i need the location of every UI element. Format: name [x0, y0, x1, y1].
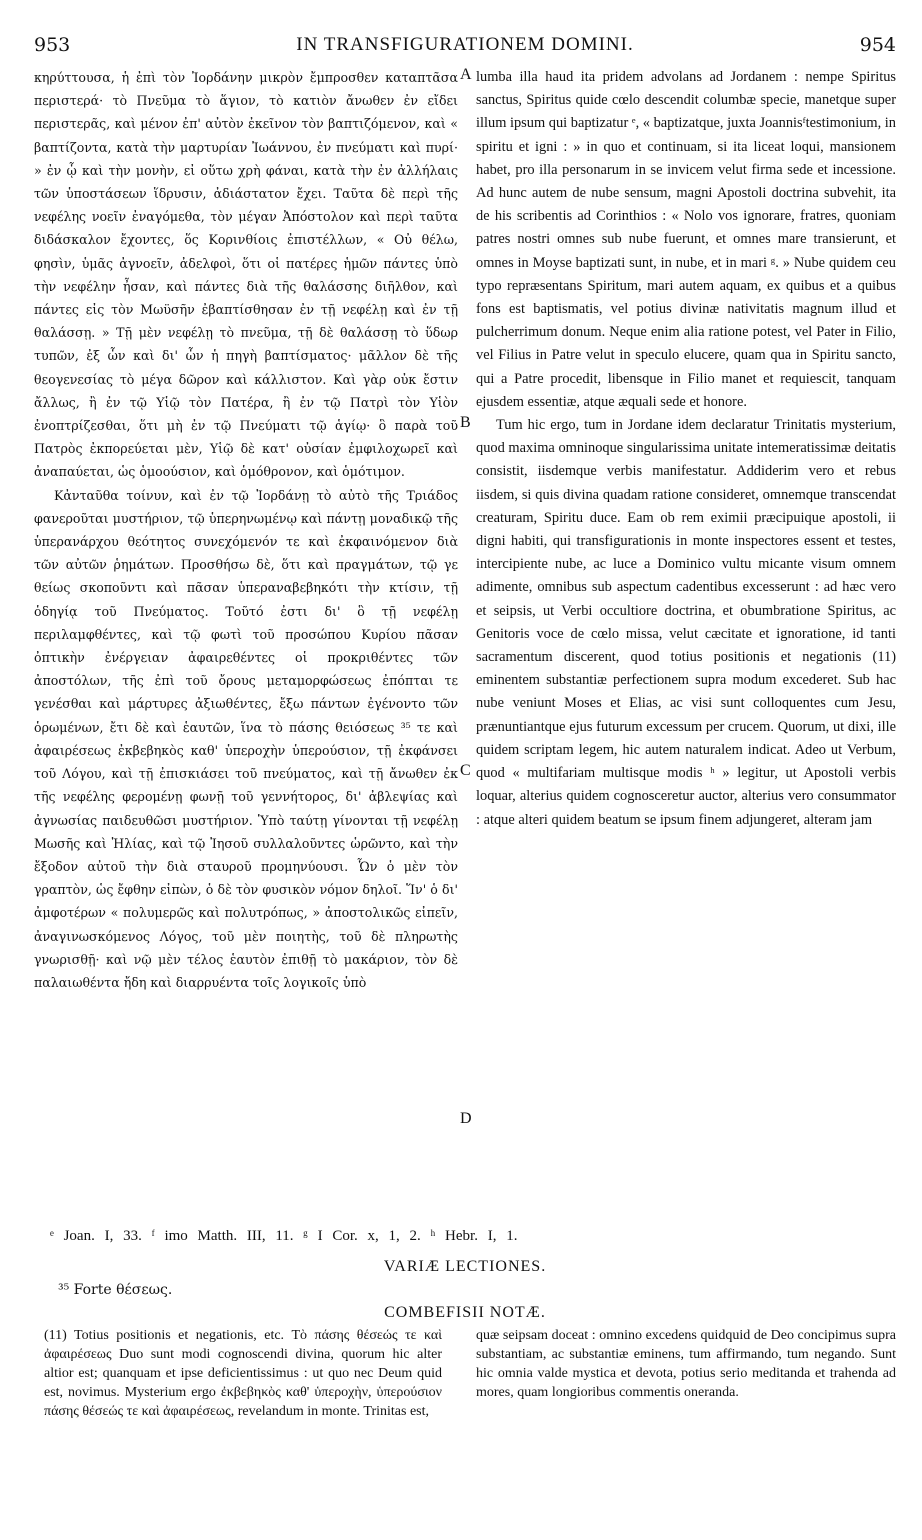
greek-paragraph-2: Κἀνταῦθα τοίνυν, καὶ ἐν τῷ Ἰορδάνῃ τὸ αὐτὸ τῆς Τριάδος φανεροῦται μυστήριον, τῷ ὑπερηνωμένῳ καὶ πάντῃ μοναδικῷ τῆς ὑπερανάρχου θεότητος συνεχόμενόν τε καὶ ἐκφαινόμενον διὰ τῶν αὐτῶν ῥημάτων. Προσθήσω δὲ, ὅτι καὶ πραγμάτων, τῷ γε θείως σκοποῦντι καὶ πᾶσαν ὑπεραναβεβηκότι τὴν κτίσιν, τῇ ὁδηγίᾳ τοῦ Πνεύματος. Τοῦτό ἐστι δι' ὃ τῇ νεφέλῃ περιλαμφθέντες, καὶ τῷ φωτὶ τοῦ προσώπου Κυρίου πᾶσαν ὀπτικὴν ἐνέργειαν ἀφαιρεθέντες οἱ προκριθέντες τῶν ἀποστόλων, τῆς ἐπὶ τοῦ ὄρους μεταμορφώσεως ἐπόπται τε γενέσθαι καὶ μάρτυρες ἀξιωθέντες, ἔξω πάντων ἐγένοντο τῶν ὁρωμένων, ἔτι δὲ καὶ ἑαυτῶν, ἵνα τὸ πάσης θειόσεως ³⁵ τε καὶ ἀφαιρέσεως ἐκβεβηκὸς καθ' ὑπεροχὴν ὑπερούσιον, τῇ ἐκφάνσει τοῦ Λόγου, καὶ τῇ ἐπισκιάσει τοῦ πνεύματος, καὶ τῇ ἄνωθεν ἐκ τῆς νεφέλης φερομένῃ φωνῇ τοῦ γεννήτορος, δι' ἀβλεψίας καὶ ἀγνωσίας παιδευθῶσι μυστήριον. Ὑπὸ ταύτῃ γίνονται τῇ νεφέλῃ Μωσῆς καὶ Ἠλίας, καὶ τῷ Ἰησοῦ συλλαλοῦντες ὡρῶντο, καὶ τὴν ἔξοδον αὐτοῦ τὴν διὰ σταυροῦ προμηνύουσι. Ὧν ὁ μὲν τὸν γραπτὸν, ὡς ἔφθην εἰπὼν, ὁ δὲ τὸν φυσικὸν νόμον δηλοῖ. Ἵν' ὁ δι' ἀμφοτέρων « πολυμερῶς καὶ πολυτρόπως, » ἀποστολικῶς εἰπεῖν, ἀναγινωσκόμενος Λόγος, τοῦ μὲν ποιητὴς, τοῦ δὲ πληρωτὴς γνωρισθῇ· καὶ νῷ μὲν τέλος ἑαυτὸν ἐπιθῇ τὸ μακάριον, τὸν δὲ παλαιωθέντα ἤδη καὶ διαρρυέντα τοῖς λογικοῖς ὑπὸ	[34, 487, 458, 990]
margin-letter-c: C	[460, 762, 471, 779]
running-title: IN TRANSFIGURATIONEM DOMINI.	[296, 34, 634, 55]
latin-paragraph-2: Tum hic ergo, tum in Jordane idem declaratur Trinitatis mysterium, quod maxima omninoque singularissima unitate intemeratissimæ deitatis consistit, iisdemque verbis manifestatur. Addiderim vero et rebus iisdem, si quis divina quadam ratione consideret, omnemque transcendat creaturam, Spiritu duce. Eam ob rem eximii præcipuique apostoli, ii digni habiti, qui transfigurationis in monte inspectores essent et testes, intercipiente nube, ac luce a Dominico vultu micante visum omnem adimente, omnibus sub aspectum cadentibus excesserunt : ad hæc vero et seipsis, ut Verbi occultiore doctrina, et obumbratione Spiritus, ac Genitoris voce de cœlo missa, velut cæcitate et ignoratione, id tanti sacramentum discerent, quod totius positionis et negationis (11) eminentem substantiæ perfectionem supra modum excederet. Sub hac nube veniunt Moses et Elias, ac visi sunt colloquentes cum Jesu, prænuntiantque ejus futurum excessum per crucem. Quorum, ut dixi, ille quidem scriptam legem, hic autem naturalem indicat. Adeo ut Verbum, quod « multifariam multisque modis ʰ » legitur, ut Apostoli verbis loquar, alterius quidem cognosceretur auctor, alterius vero consummator : atque alteri quidem beatum se ipsum finem adjungeret, alteram jam	[476, 417, 896, 828]
note-left-column: (11) Totius positionis et negationis, etc. Τὸ πάσης θέσεώς τε καὶ ἀφαιρέσεως Duo sunt modi cognoscendi divina, quorum hic alter altior est; quanquam et ipse deficientissimus : ut quo nec Deum quid est, novimus. Mysterium ergo ἐκβεβηκὸς καθ' ὑπεροχὴν, ὑπερούσιον πάσης θέσεώς τε καὶ ἀφαιρέσεως, revelandum in monte. Trinitas est,	[44, 1328, 442, 1419]
variae-lectiones-title: VARIÆ LECTIONES.	[383, 1258, 547, 1275]
latin-paragraph-1: lumba illa haud ita pridem advolans ad Jordanem : nempe Spiritus sanctus, Spiritus quide cœlo descendit columbæ specie, manetque super illum ipsum qui baptizatur ᵉ, « baptizatque, juxta Joannisᶠtestimonium, in spiritu et igni : » in quo et continuam, si ita liceat loqui, mansionem habet, pro illa personarum in se invicem velut firma sede et incessione. Ad hunc autem de nube sensum, magni Apostoli doctrina subvehit, ita de his scribentis ad Corinthios : « Nolo vos ignorare, fratres, quoniam patres nostri omnes sub nube fuerunt, et omnes mare transierunt, et omnes in Moyse baptizati sunt, in nube, et in mari ᵍ. » Nube quidem ceu typo repræsentans Spiritum, mari autem aquam, ex quibus et a quibus fons est baptismatis, vel potius divinæ nativitatis magnum illud et pulcherrimum donum. Neque enim alia ratione potest, vel Pater in Filio, vel Filius in Patre velut in speculo elucere, quam qua in Spiritu sancto, qui a Patre procedit, libensque in Filio manet et requiescit, tanquam ejusdem essentiæ, atque æquali sede et honore.	[476, 69, 896, 410]
page-header	[34, 34, 896, 62]
note-right-column: quæ seipsam doceat : omnino excedens quidquid de Deo concipimus supra substantiam, ac substantiæ eminens, tum affirmando, tum negando. Sunt hic omnia valde mystica et devota, potius serio meditanda et trahenda ad mores, quam longioribus commentis oneranda.	[476, 1328, 896, 1400]
margin-letter-b: B	[460, 414, 471, 431]
scripture-references: ᵉ Joan. I, 33. ᶠ imo Matth. III, 11. ᵍ I Cor. x, 1, 2. ʰ Hebr. I, 1.	[50, 1228, 518, 1244]
margin-letter-d: D	[460, 1110, 472, 1127]
greek-paragraph-1: κηρύττουσα, ἡ ἐπὶ τὸν Ἰορδάνην μικρὸν ἔμπροσθεν καταπτᾶσα περιστερά· τὸ Πνεῦμα τὸ ἅγιον, τὸ κατιὸν ἄνωθεν ἐν εἴδει περιστερᾶς, καὶ μένον ἐπ' αὐτὸν ἐκεῖνον τὸν βαπτιζόμενον, καὶ « βαπτίζοντα, κατὰ τὴν μαρτυρίαν Ἰωάννου, ἐν πνεύματι καὶ πυρί· » ἐν ᾧ καὶ τὴν μονὴν, εἰ οὕτω χρὴ φάναι, κατὰ τὴν ἐν ἀλλήλαις τῶν ὑποστάσεων ἵδρυσιν, ἀδιάστατον ἔχει. Ταῦτα δὲ περὶ τῆς νεφέλης νοεῖν ἐναγόμεθα, τὸν μέγαν Ἀπόστολον καὶ περὶ ταῦτα διδάσκαλον ἔχοντες, ὅς Κορινθίοις ἐπιστέλλων, « Οὐ θέλω, φησὶν, ὑμᾶς ἀγνοεῖν, ἀδελφοὶ, ὅτι οἱ πατέρες ἡμῶν πάντες ὑπὸ τὴν νεφέλην ἦσαν, καὶ πάντες διὰ τῆς θαλάσσης διῆλθον, καὶ πάντες εἰς τὸν Μωϋσῆν ἐβαπτίσθησαν ἐν τῇ νεφέλῃ καὶ ἐν τῇ θαλάσσῃ. » Τῇ μὲν νεφέλῃ τὸ πνεῦμα, τῇ δὲ θαλάσσῃ τὸ ὕδωρ τυπῶν, ἐξ ὧν καὶ δι' ὧν ἡ πηγὴ βαπτίσματος· μᾶλλον δὲ τῆς θεογενεσίας τὸ μέγα δῶρον καὶ κάλλιστον. Καὶ γὰρ οὐκ ἔστιν ἄλλως, ἢ ἐν τῷ Υἱῷ τὸν Πατέρα, ἢ ἐν τῷ Πατρὶ τὸν Υἱὸν ἐνοπτρίζεσθαι, ὅτι μὴ ἐν τῷ Πνεύματι τῷ ἁγίῳ· ὃ παρὰ τοῦ Πατρὸς ἐκπορεύεται μὲν, Υἱῷ δὲ κατ' οὐσίαν ἐμφιλοχωρεῖ καὶ ἀναπαύεται, ὡς ὁμοούσιον, καὶ ὁμόθρονον, καὶ ὁμότιμον.	[34, 70, 458, 480]
variant-reading: ³⁵ Forte θέσεως.	[58, 1282, 173, 1298]
page-number-left: 953	[34, 34, 71, 56]
latin-column	[476, 66, 896, 832]
greek-column	[34, 66, 458, 994]
margin-letter-a: A	[460, 66, 472, 83]
combefisii-notae-title: COMBEFISII NOTÆ.	[384, 1304, 546, 1321]
page-number-right: 954	[859, 34, 896, 56]
